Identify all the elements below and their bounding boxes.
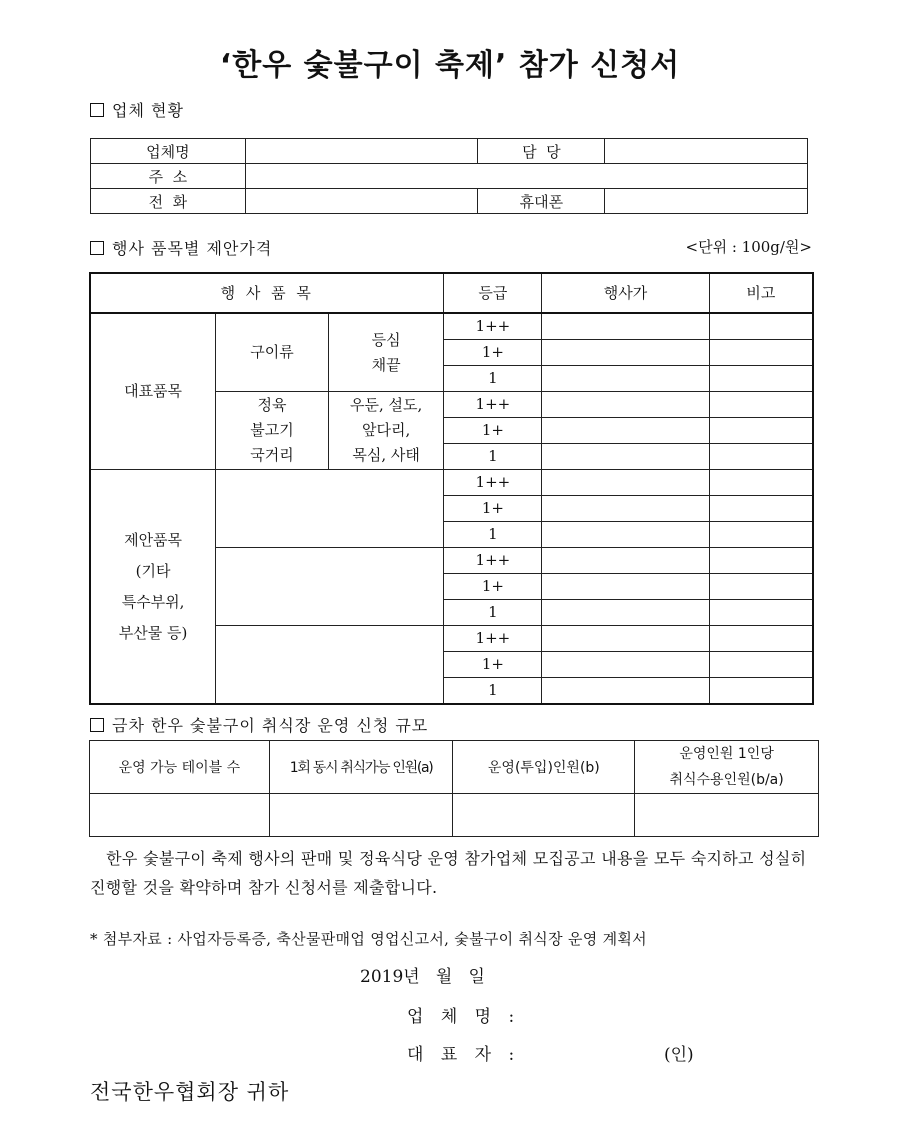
note-input-cell[interactable] (709, 418, 813, 444)
section-company-status (90, 98, 184, 121)
company-name-label: 업체명 (91, 139, 246, 164)
note-input-cell[interactable] (709, 366, 813, 392)
grade-cell: 1++ (444, 313, 542, 340)
price-input-cell[interactable] (542, 600, 709, 626)
header-grade: 등급 (444, 273, 542, 313)
grade-cell: 1++ (444, 626, 542, 652)
company-info-table (90, 138, 808, 214)
price-input-cell[interactable] (542, 418, 709, 444)
proposed-item-input[interactable] (216, 548, 444, 626)
price-input-cell[interactable] (542, 366, 709, 392)
seal-mark: (인) (664, 1045, 694, 1065)
mobile-label: 휴대폰 (478, 189, 605, 214)
address-label: 주 소 (91, 164, 246, 189)
grill-parts-label: 등심 채끝 (328, 313, 444, 392)
section-label: 행사 품목별 제안가격 (112, 239, 273, 258)
simultaneous-capacity-header: 1회 동시 취식가능 인원(a) (269, 741, 453, 794)
meat-parts-label: 우둔, 설도, 앞다리, 목심, 사태 (328, 392, 444, 470)
grade-cell: 1 (444, 678, 542, 705)
proposed-group-label: 제안품목 (기타 특수부위, 부산물 등) (90, 470, 216, 705)
proposed-item-input[interactable] (216, 470, 444, 548)
section-dining-scale (90, 713, 428, 736)
grade-cell: 1 (444, 366, 542, 392)
company-signature-label: 업 체 명 : (407, 1007, 521, 1027)
attachments-note: * 첨부자료 : 사업자등록증, 축산물판매업 영업신고서, 숯불구이 취식장 운영 계획서 (90, 930, 647, 948)
grade-cell: 1++ (444, 470, 542, 496)
note-input-cell[interactable] (709, 522, 813, 548)
capacity-per-staff-field[interactable] (635, 794, 819, 837)
pledge-paragraph (90, 844, 818, 902)
price-input-cell[interactable] (542, 444, 709, 470)
grade-cell: 1 (444, 600, 542, 626)
simultaneous-capacity-field[interactable] (269, 794, 453, 837)
recipient-line: 전국한우협회장 귀하 (90, 1080, 290, 1104)
price-input-cell[interactable] (542, 626, 709, 652)
checkbox-square-icon (90, 103, 104, 117)
price-input-cell[interactable] (542, 522, 709, 548)
price-input-cell[interactable] (542, 652, 709, 678)
grade-cell: 1+ (444, 652, 542, 678)
proposed-item-input[interactable] (216, 626, 444, 705)
note-input-cell[interactable] (709, 652, 813, 678)
capacity-per-staff-header: 운영인원 1인당 취식수용인원(b/a) (635, 741, 819, 794)
manager-field[interactable] (605, 139, 808, 164)
grade-cell: 1+ (444, 418, 542, 444)
note-input-cell[interactable] (709, 600, 813, 626)
staff-count-header: 운영(투입)인원(b) (453, 741, 635, 794)
company-name-field[interactable] (245, 139, 478, 164)
header-item: 행 사 품 목 (90, 273, 444, 313)
price-input-cell[interactable] (542, 574, 709, 600)
unit-note: <단위 : 100g/원> (685, 238, 812, 256)
header-price: 행사가 (542, 273, 709, 313)
grade-cell: 1++ (444, 392, 542, 418)
note-input-cell[interactable] (709, 470, 813, 496)
note-input-cell[interactable] (709, 496, 813, 522)
note-input-cell[interactable] (709, 340, 813, 366)
section-label: 금차 한우 숯불구이 취식장 운영 신청 규모 (112, 716, 429, 735)
note-input-cell[interactable] (709, 392, 813, 418)
note-input-cell[interactable] (709, 548, 813, 574)
grade-cell: 1++ (444, 548, 542, 574)
grade-cell: 1+ (444, 574, 542, 600)
grade-cell: 1 (444, 444, 542, 470)
price-input-cell[interactable] (542, 470, 709, 496)
operation-scale-table (89, 740, 819, 837)
note-input-cell[interactable] (709, 313, 813, 340)
header-note: 비고 (709, 273, 813, 313)
note-input-cell[interactable] (709, 444, 813, 470)
tables-count-field[interactable] (90, 794, 270, 837)
phone-label: 전 화 (91, 189, 246, 214)
note-input-cell[interactable] (709, 626, 813, 652)
checkbox-square-icon (90, 241, 104, 255)
representative-signature-label: 대 표 자 : (407, 1045, 521, 1065)
form-title: ‘한우 숯불구이 축제’ 참가 신청서 (219, 48, 681, 83)
grade-cell: 1+ (444, 496, 542, 522)
representative-group-label: 대표품목 (90, 313, 216, 470)
section-label: 업체 현황 (112, 101, 184, 120)
grade-cell: 1+ (444, 340, 542, 366)
price-input-cell[interactable] (542, 340, 709, 366)
section-price-proposal (90, 236, 272, 259)
price-input-cell[interactable] (542, 678, 709, 705)
price-table (89, 272, 814, 705)
price-input-cell[interactable] (542, 496, 709, 522)
price-input-cell[interactable] (542, 548, 709, 574)
staff-count-field[interactable] (453, 794, 635, 837)
phone-field[interactable] (245, 189, 478, 214)
manager-label: 담 당 (478, 139, 605, 164)
grade-cell: 1 (444, 522, 542, 548)
checkbox-square-icon (90, 718, 104, 732)
mobile-field[interactable] (605, 189, 808, 214)
date-line: 2019년 월 일 (360, 967, 485, 987)
grill-category-label: 구이류 (216, 313, 329, 392)
price-input-cell[interactable] (542, 392, 709, 418)
note-input-cell[interactable] (709, 574, 813, 600)
address-field[interactable] (245, 164, 807, 189)
note-input-cell[interactable] (709, 678, 813, 705)
price-input-cell[interactable] (542, 313, 709, 340)
meat-category-label: 정육 불고기 국거리 (216, 392, 329, 470)
pledge-text: 한우 숯불구이 축제 행사의 판매 및 정육식당 운영 참가업체 모집공고 내용을 모두 숙지하고 성실히 진행할 것을 확약하며 참가 신청서를 제출합니다. (90, 849, 807, 897)
tables-count-header: 운영 가능 테이블 수 (90, 741, 270, 794)
